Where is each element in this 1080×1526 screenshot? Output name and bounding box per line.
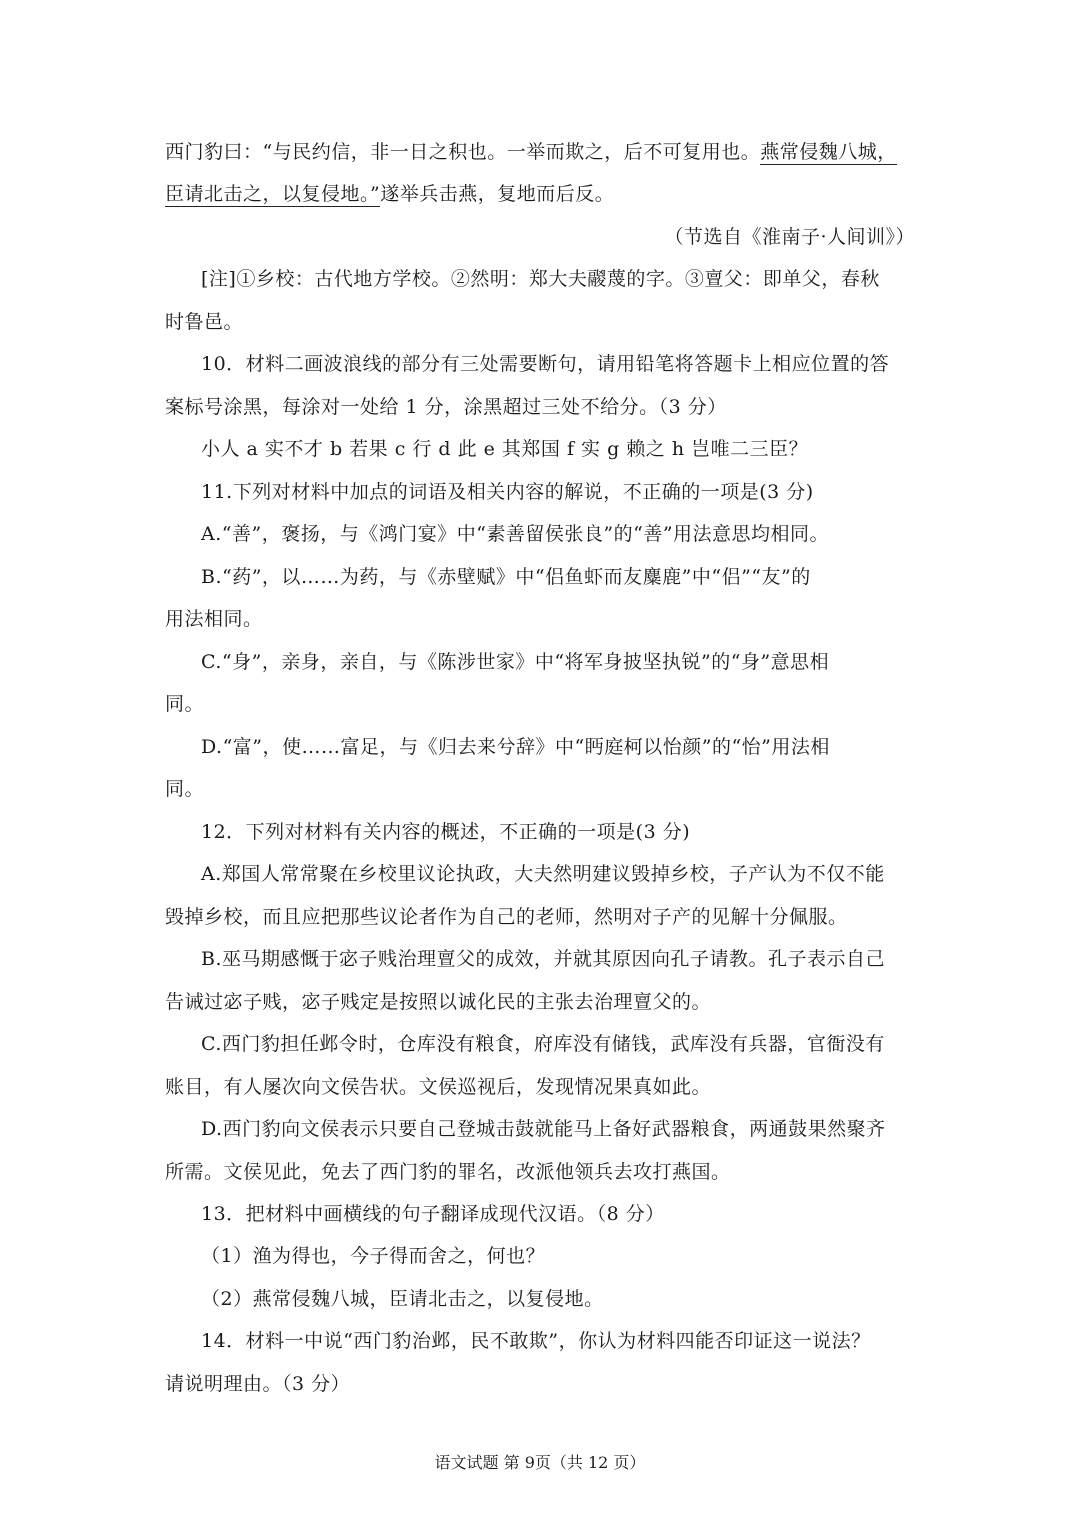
question-14-cont: 请说明理由。（3 分） [165, 1373, 351, 1395]
question-10: 10．材料二画波浪线的部分有三处需要断句，请用铅笔将答题卡上相应位置的答 [201, 353, 890, 375]
underlined-sentence: 臣请北击之，以复侵地。” [165, 183, 381, 205]
question-11-option-a: A.“善”，褒扬，与《鸿门宴》中“素善留侯张良”的“善”用法意思均相同。 [201, 523, 830, 545]
annotation-note-cont: 时鲁邑。 [165, 311, 244, 333]
question-12-option-b: B.巫马期感慨于宓子贱治理亶父的成效，并就其原因向孔子请教。孔子表示自己 [201, 948, 886, 970]
question-11-option-c-cont: 同。 [165, 693, 205, 715]
page-footer: 语文试题 第 9页（共 12 页） [434, 1453, 646, 1472]
question-11-option-b-cont: 用法相同。 [165, 608, 263, 630]
question-14: 14．材料一中说“西门豹治邺，民不敢欺”，你认为材料四能否印证这一说法？ [201, 1330, 871, 1352]
question-12-option-b-cont: 告诫过宓子贱，宓子贱定是按照以诚化民的主张去治理亶父的。 [165, 991, 712, 1013]
question-12-option-d: D.西门豹向文侯表示只要自己登城击鼓就能马上备好武器粮食，两通鼓果然聚齐 [201, 1118, 886, 1140]
question-12-option-a: A.郑国人常常聚在乡校里议论执政，大夫然明建议毁掉乡校，子产认为不仅不能 [201, 863, 885, 885]
question-12-option-d-cont: 所需。文侯见此，免去了西门豹的罪名，改派他领兵去攻打燕国。 [165, 1161, 731, 1183]
source-citation: （节选自《淮南子·人间训》） [664, 226, 915, 248]
question-13-item-2: （2）燕常侵魏八城，臣请北击之，以复侵地。 [201, 1288, 604, 1310]
question-13-item-1: （1）渔为得也，今子得而舍之，何也？ [201, 1245, 546, 1267]
question-11-option-c: C.“身”，亲身，亲自，与《陈涉世家》中“将军身披坚执锐”的“身”意思相 [201, 651, 830, 673]
underlined-sentence: 燕常侵魏八城， [760, 141, 897, 163]
question-11-option-b: B.“药”，以……为药，与《赤壁赋》中“侣鱼虾而友麋鹿”中“侣”“友”的 [201, 566, 811, 588]
question-12-option-a-cont: 毁掉乡校，而且应把那些议论者作为自己的老师，然明对子产的见解十分佩服。 [165, 906, 848, 928]
question-10-sentence: 小人 a 实不才 b 若果 c 行 d 此 e 其郑国 f 实 g 赖之 h 岂唯二三臣？ [201, 438, 809, 460]
question-12-option-c-cont: 账目，有人屡次向文侯告状。文侯巡视后，发现情况果真如此。 [165, 1076, 712, 1098]
annotation-note: [注]①乡校：古代地方学校。②然明：郑大夫鬷蔑的字。③亶父：即单父，春秋 [201, 268, 880, 290]
question-11: 11.下列对材料中加点的词语及相关内容的解说，不正确的一项是(3 分) [201, 481, 814, 503]
question-12: 12．下列对材料有关内容的概述，不正确的一项是(3 分) [201, 821, 691, 843]
question-13: 13．把材料中画横线的句子翻译成现代汉语。（8 分） [201, 1203, 665, 1225]
question-10-cont: 案标号涂黑，每涂对一处给 1 分，涂黑超过三处不给分。（3 分） [165, 396, 727, 418]
passage-line: 臣请北击之，以复侵地。”遂举兵击燕，复地而后反。 [165, 183, 615, 205]
question-11-option-d-cont: 同。 [165, 778, 205, 800]
question-11-option-d: D.“富”，使……富足，与《归去来兮辞》中“眄庭柯以怡颜”的“怡”用法相 [201, 736, 830, 758]
question-12-option-c: C.西门豹担任邺令时，仓库没有粮食，府库没有储钱，武库没有兵器，官衙没有 [201, 1033, 885, 1055]
passage-line: 西门豹曰：“与民约信，非一日之积也。一举而欺之，后不可复用也。燕常侵魏八城， [165, 141, 897, 163]
